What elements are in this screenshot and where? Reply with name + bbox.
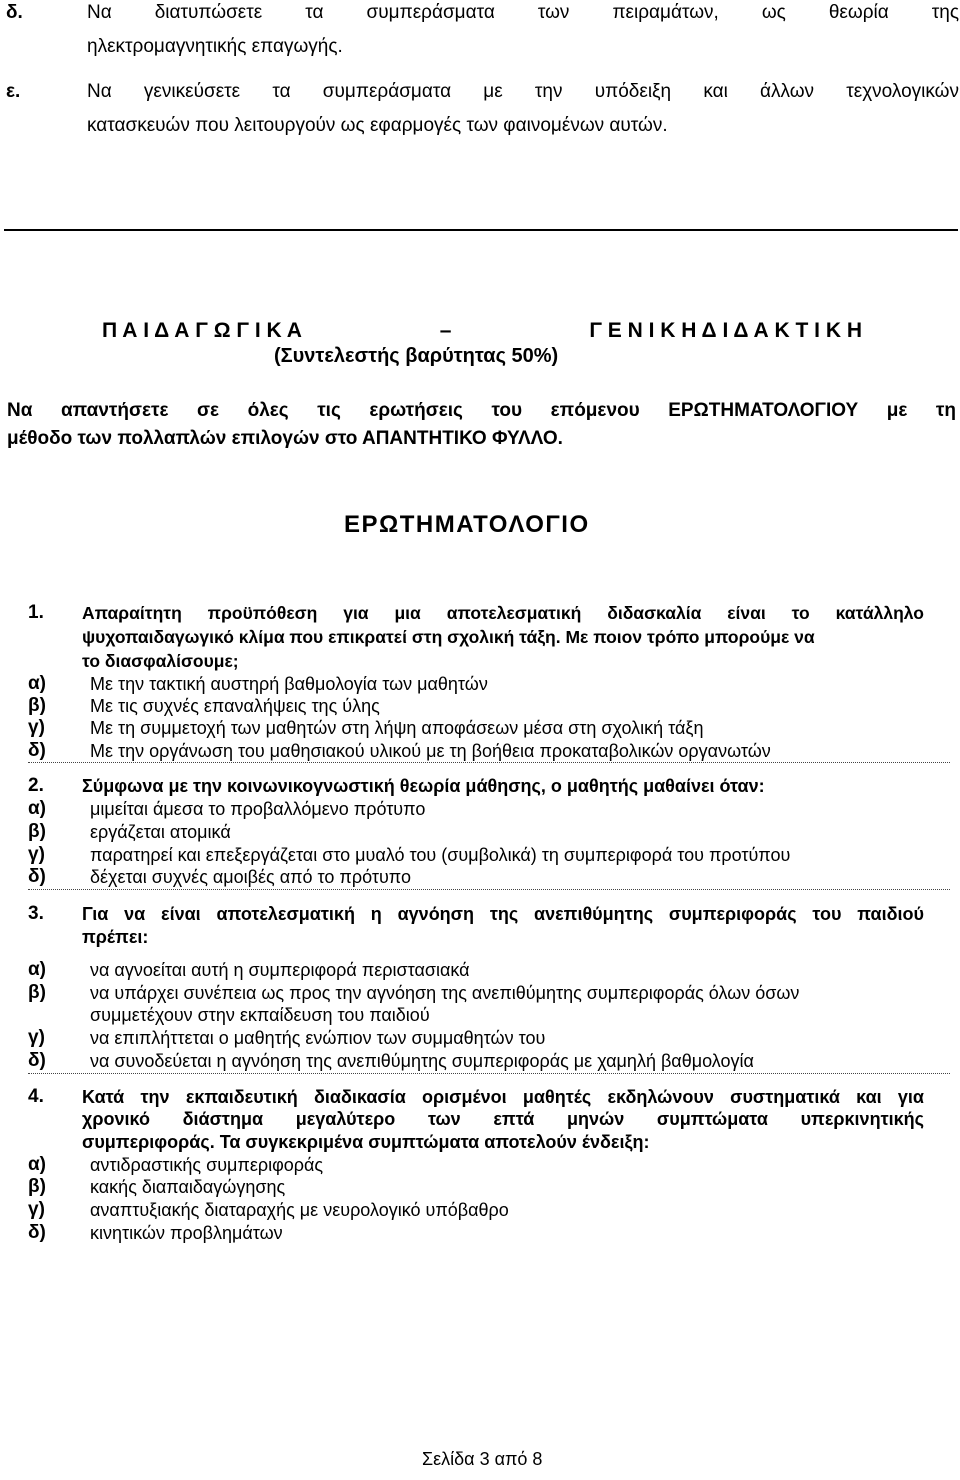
option-text: αντιδραστικής συμπεριφοράς	[90, 1155, 324, 1175]
question-stem-line: Κατά την εκπαιδευτική διαδικασία ορισμένοι μαθητές εκδηλώνουν συστηματικά και για	[82, 1087, 924, 1107]
option-label: α)	[28, 1154, 47, 1175]
item-marker-d: δ.	[6, 2, 23, 23]
option-label: β)	[28, 982, 46, 1003]
question-stem-line: συμπεριφοράς. Τα συγκεκριμένα συμπτώματα αποτελούν ένδειξη:	[82, 1132, 650, 1152]
item-d-line-1: Να διατυπώσετε τα συμπεράσματα των πειραμάτων, ως θεωρία της	[87, 2, 959, 23]
question-stem-line: Για να είναι αποτελεσματική η αγνόηση της ανεπιθύμητης συμπεριφοράς του παιδιού	[82, 904, 924, 924]
question-stem-line: Σύμφωνα με την κοινωνικογνωστική θεωρία μάθησης, ο μαθητής μαθαίνει όταν:	[82, 776, 765, 796]
instructions-line-1: Να απαντήσετε σε όλες τις ερωτήσεις του επόμενου ΕΡΩΤΗΜΑΤΟΛΟΓΙΟΥ με τη	[7, 400, 956, 421]
option-label: β)	[28, 821, 46, 842]
option-label: β)	[28, 1176, 46, 1197]
question-separator	[28, 1073, 950, 1074]
item-d-line-2: ηλεκτρομαγνητικής επαγωγής.	[87, 36, 343, 57]
option-text: μιμείται άμεσα το προβαλλόμενο πρότυπο	[90, 799, 426, 819]
section-divider	[4, 229, 958, 231]
option-text: να επιπλήττεται ο μαθητής ενώπιον των συμμαθητών του	[90, 1028, 546, 1048]
option-text: Με την τακτική αυστηρή βαθμολογία των μαθητών	[90, 674, 488, 694]
option-label: δ)	[28, 1222, 46, 1243]
question-separator	[28, 889, 950, 890]
item-marker-e: ε.	[6, 81, 21, 102]
instructions-line-2: μέθοδο των πολλαπλών επιλογών στο ΑΠΑΝΤΗΤΙΚΟ ΦΥΛΛΟ.	[7, 428, 563, 449]
question-stem-line: Απαραίτητη προϋπόθεση για μια αποτελεσματική διδασκαλία είναι το κατάλληλο	[82, 603, 924, 623]
option-text: Με τη συμμετοχή των μαθητών στη λήψη αποφάσεων μέσα στη σχολική τάξη	[90, 718, 704, 738]
option-text: αναπτυξιακής διαταραχής με νευρολογικό υπόβαθρο	[90, 1200, 509, 1220]
question-separator	[28, 762, 950, 763]
page-number: Σελίδα 3 από 8	[422, 1449, 543, 1469]
question-number: 2.	[28, 775, 44, 796]
option-label: δ)	[28, 740, 46, 761]
section-weight: (Συντελεστής βαρύτητας 50%)	[274, 345, 559, 367]
option-text: παρατηρεί και επεξεργάζεται στο μυαλό του (συμβολικά) τη συμπεριφορά του προτύπου	[90, 845, 791, 865]
option-text: Με τις συχνές επαναλήψεις της ύλης	[90, 696, 380, 716]
question-number: 4.	[28, 1086, 44, 1107]
question-stem-line: πρέπει:	[82, 927, 149, 947]
option-label: γ)	[28, 1199, 45, 1220]
section-title-left: Π Α Ι Δ Α Γ Ω Γ Ι Κ Α	[102, 319, 302, 342]
option-label: γ)	[28, 1027, 45, 1048]
section-title	[102, 318, 862, 344]
question-number: 3.	[28, 903, 44, 924]
option-label: α)	[28, 959, 47, 980]
option-label: α)	[28, 798, 47, 819]
question-number: 1.	[28, 602, 44, 623]
option-text: να συνοδεύεται η αγνόηση της ανεπιθύμητης συμπεριφοράς με χαμηλή βαθμολογία	[90, 1051, 754, 1071]
item-e-line-2: κατασκευών που λειτουργούν ως εφαρμογές των φαινομένων αυτών.	[87, 115, 668, 136]
option-label: δ)	[28, 866, 46, 887]
option-label: δ)	[28, 1050, 46, 1071]
section-title-dash: –	[439, 319, 452, 342]
question-stem-line: το διασφαλίσουμε;	[82, 651, 239, 671]
option-label: α)	[28, 673, 47, 694]
question-stem-line: ψυχοπαιδαγωγικό κλίμα που επικρατεί στη σχολική τάξη. Με ποιον τρόπο μπορούμε να	[82, 627, 815, 647]
option-text: να αγνοείται αυτή η συμπεριφορά περιστασιακά	[90, 960, 470, 980]
option-text: εργάζεται ατομικά	[90, 822, 231, 842]
option-label: γ)	[28, 717, 45, 738]
option-text: κακής διαπαιδαγώγησης	[90, 1177, 286, 1197]
option-text: κινητικών προβλημάτων	[90, 1223, 283, 1243]
option-label: β)	[28, 695, 46, 716]
questionnaire-title: ΕΡΩΤΗΜΑΤΟΛΟΓΙΟ	[344, 511, 590, 538]
option-text: να υπάρχει συνέπεια ως προς την αγνόηση της ανεπιθύμητης συμπεριφοράς όλων όσων	[90, 983, 800, 1003]
option-text: Με την οργάνωση του μαθησιακού υλικού με τη βοήθεια προκαταβολικών οργανωτών	[90, 741, 771, 761]
option-text: δέχεται συχνές αμοιβές από το πρότυπο	[90, 867, 411, 887]
question-stem-line: χρονικό διάστημα μεγαλύτερο των επτά μηνών συμπτώματα υπερκινητικής	[82, 1109, 924, 1129]
option-text-continued: συμμετέχουν στην εκπαίδευση του παιδιού	[90, 1005, 430, 1025]
section-title-right: Γ Ε Ν Ι Κ Η Δ Ι Δ Α Κ Τ Ι Κ Η	[589, 319, 862, 342]
option-label: γ)	[28, 844, 45, 865]
item-e-line-1: Να γενικεύσετε τα συμπεράσματα με την υπόδειξη και άλλων τεχνολογικών	[87, 81, 959, 102]
